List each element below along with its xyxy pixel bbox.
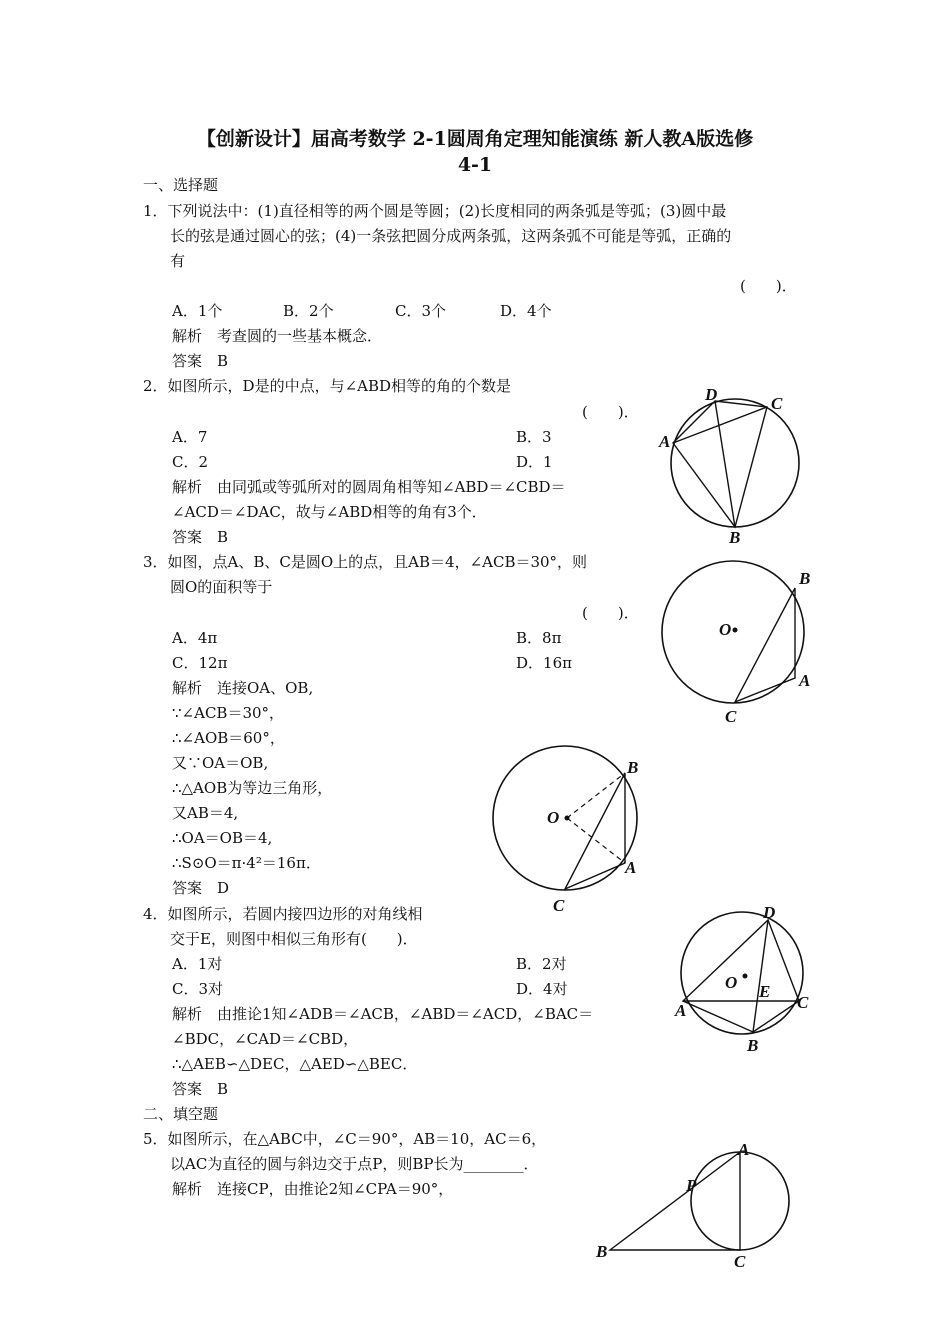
q1-option-a: A．1个 [172, 302, 223, 320]
q3-line: 3．如图，点A、B、C是圆O上的点，且AB＝4，∠ACB＝30°，则 [143, 553, 588, 571]
q5-figure-triangle [610, 1152, 740, 1250]
q2-line: 2．如图所示，D是的中点，与∠ABD相等的角的个数是 [143, 377, 512, 395]
q3-solution: 又∵OA＝OB, [172, 754, 269, 772]
q1-option-c: C．3个 [395, 302, 447, 320]
q4-option-a: A．1对 [172, 955, 223, 973]
q1-analysis: 解析 考查圆的一些基本概念． [172, 327, 383, 345]
q3-figure-triangle [735, 588, 795, 702]
q2-bracket: ( )． [582, 403, 639, 421]
q4-label-b: B [747, 1036, 759, 1055]
q5-label-b: B [596, 1242, 608, 1261]
q2-label-a: A [659, 432, 671, 451]
q2-figure-circle [671, 399, 799, 527]
q4-analysis: ∴△AEB∽△DEC，△AED∽△BEC． [172, 1055, 418, 1073]
section-heading: 一、选择题 [143, 176, 219, 194]
q3-fig2-label-b: B [627, 758, 639, 777]
q4-label-a: A [675, 1001, 687, 1020]
q3-option-c: C．12π [172, 654, 228, 672]
q3-figure-1 [655, 560, 825, 730]
q2-option-c: C．2 [172, 453, 209, 471]
q4-figure-circle [681, 912, 803, 1034]
q3-label-c: C [725, 707, 737, 726]
q4-label-d: D [763, 903, 776, 922]
q4-figure-quad [683, 920, 799, 1032]
q3-solution: ∴△AOB为等边三角形， [172, 779, 333, 797]
q3-label-a: A [799, 671, 811, 690]
page-title-line1: 【创新设计】届高考数学 2-1圆周角定理知能演练 新人教A版选修 [196, 128, 754, 150]
q4-label-o: O [725, 973, 738, 992]
q2-label-b: B [729, 528, 741, 545]
q3-label-b: B [799, 569, 811, 588]
q5-analysis: 解析 连接CP，由推论2知∠CPA＝90°， [172, 1180, 454, 1198]
q5-figure [590, 1135, 795, 1275]
section-heading: 二、填空题 [143, 1105, 219, 1123]
q1-option-d: D．4个 [500, 302, 552, 320]
q3-solution: ∵∠ACB＝30°， [172, 704, 285, 722]
q4-answer: 答案 B [172, 1080, 229, 1098]
q1-option-b: B．2个 [283, 302, 334, 320]
q2-answer: 答案 B [172, 528, 229, 546]
q2-analysis: 解析 由同弧或等弧所对的圆周角相等知∠ABD＝∠CBD＝ [172, 478, 566, 496]
q3-solution: 解析 连接OA、OB, [172, 679, 314, 697]
q3-fig2-label-c: C [553, 896, 565, 915]
q2-figure [655, 385, 810, 545]
q5-label-a: A [738, 1140, 750, 1159]
q3-figure-2 [485, 745, 655, 920]
q4-line: 4．如图所示，若圆内接四边形的对角线相 [143, 905, 423, 923]
q4-figure [665, 900, 825, 1058]
q3-bracket: ( )． [582, 604, 639, 622]
q3-fig2-label-a: A [625, 858, 637, 877]
q4-line: 交于E，则图中相似三角形有( )． [170, 930, 418, 948]
q3-option-a: A．4π [172, 629, 218, 647]
q5-label-p: P [686, 1176, 697, 1195]
q3-option-d: D．16π [516, 654, 572, 672]
q3-figure-circle [662, 561, 804, 703]
q3-solution: ∴S⊙O＝π·4²＝16π． [172, 854, 321, 872]
q3-solution: ∴OA＝OB＝4, [172, 829, 273, 847]
q4-label-e: E [759, 982, 771, 1001]
q5-line: 以AC为直径的圆与斜边交于点P，则BP长为________． [170, 1155, 539, 1173]
q4-analysis: 解析 由推论1知∠ADB＝∠ACB，∠ABD＝∠ACD，∠BAC＝ [172, 1005, 594, 1023]
q1-answer: 答案 B [172, 352, 229, 370]
q1-bracket: ( )． [740, 277, 797, 295]
q3-option-b: B．8π [516, 629, 562, 647]
q2-option-b: B．3 [516, 428, 552, 446]
q2-option-a: A．7 [172, 428, 208, 446]
q1-line: 1．下列说法中：(1)直径相等的两个圆是等圆；(2)长度相同的两条弧是等弧；(3)圆中最 [143, 202, 727, 220]
q2-label-c: C [771, 394, 783, 413]
q4-analysis: ∠BDC，∠CAD＝∠CBD， [172, 1030, 359, 1048]
q4-label-c: C [797, 993, 809, 1012]
q2-option-d: D．1 [516, 453, 553, 471]
q4-option-d: D．4对 [516, 980, 568, 998]
q1-line: 有 [170, 252, 186, 270]
page-title-line2: 4-1 [457, 154, 493, 176]
q3-figure2-triangle [565, 773, 625, 889]
q2-analysis: ∠ACD＝∠DAC，故与∠ABD相等的角有3个． [172, 503, 487, 521]
q3-solution: ∴∠AOB＝60°， [172, 729, 285, 747]
q2-label-d: D [705, 385, 718, 404]
q3-solution: 又AB＝4, [172, 804, 239, 822]
q3-label-o: O [719, 620, 732, 639]
q4-option-c: C．3对 [172, 980, 224, 998]
q3-line: 圆O的面积等于 [170, 578, 273, 596]
q3-answer: 答案 D [172, 879, 230, 897]
q3-fig2-label-o: O [547, 808, 560, 827]
q5-line: 5．如图所示，在△ABC中，∠C＝90°，AB＝10，AC＝6， [143, 1130, 547, 1148]
q5-label-c: C [734, 1252, 746, 1271]
q4-option-b: B．2对 [516, 955, 567, 973]
q1-line: 长的弦是通过圆心的弦；(4)一条弦把圆分成两条弧，这两条弧不可能是等弧，正确的 [170, 227, 732, 245]
